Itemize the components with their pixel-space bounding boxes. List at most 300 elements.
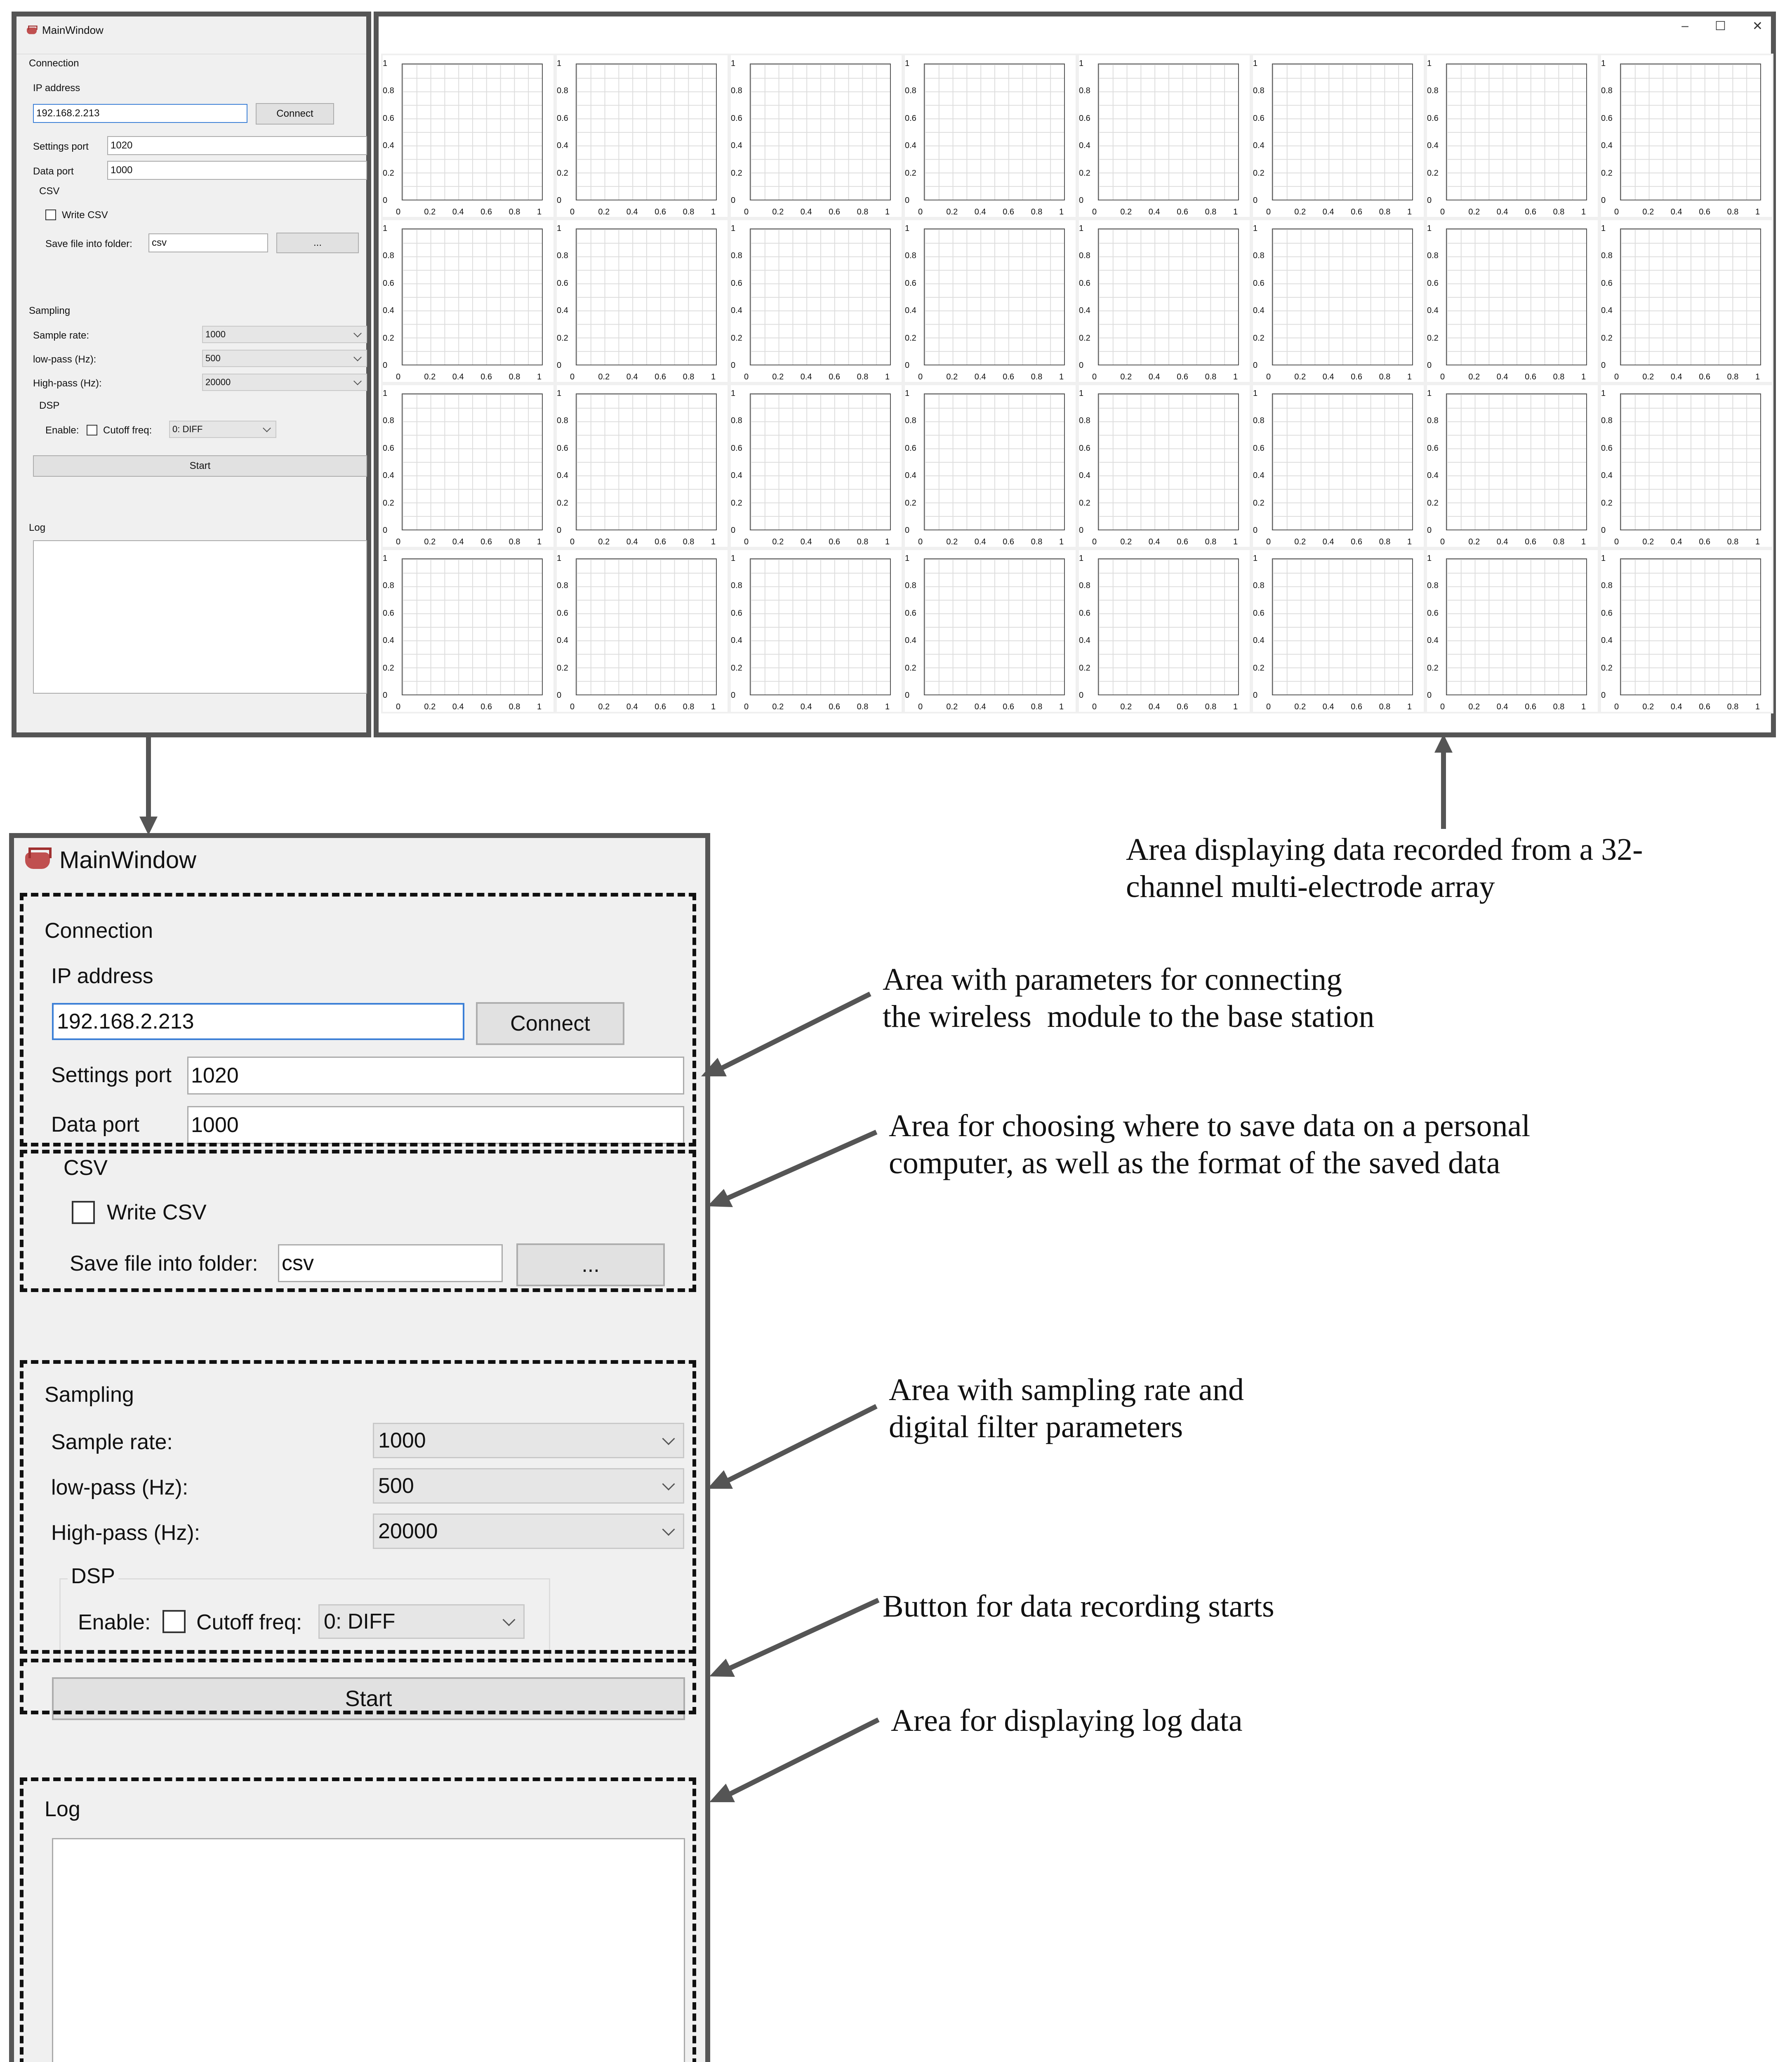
x-tick-label: 0.8 [857,537,869,546]
x-tick-label: 1 [537,537,542,546]
y-tick-label: 0 [1253,196,1258,205]
x-tick-label: 0.2 [598,372,610,381]
x-tick-label: 0.4 [1322,207,1334,217]
y-tick-label: 1 [905,389,910,398]
connection-title: Connection [45,919,153,943]
x-tick-label: 0.8 [683,372,695,381]
x-tick-label: 0 [1092,207,1097,217]
x-tick-label: 1 [1755,702,1760,711]
channel-plot [1079,55,1250,217]
x-tick-label: 0.4 [626,372,638,381]
x-tick-label: 0.6 [655,537,666,546]
small-data-port-label: Data port [33,166,74,177]
small-sample-rate-select[interactable] [202,326,367,343]
y-tick-label: 0.4 [1253,471,1265,480]
y-tick-label: 0.8 [383,86,394,96]
y-tick-label: 0 [905,361,910,370]
y-tick-label: 1 [1253,224,1258,233]
x-tick-label: 0 [1092,537,1097,546]
channel-plot [1601,385,1772,547]
x-tick-label: 0.4 [800,372,812,381]
y-tick-label: 0.4 [383,471,394,480]
y-tick-label: 0 [1079,526,1084,535]
x-tick-label: 1 [711,207,716,217]
channel-plot [1253,385,1424,547]
x-tick-label: 1 [537,207,542,217]
x-tick-label: 0.6 [1525,372,1536,381]
chevron-down-icon [263,424,271,432]
x-tick-label: 1 [1059,537,1064,546]
y-tick-label: 0.6 [1427,113,1439,123]
x-tick-label: 0.2 [946,537,958,546]
y-tick-label: 1 [731,224,736,233]
log-area-note: Area for displaying log data [891,1703,1243,1738]
y-tick-label: 0.4 [557,141,568,151]
plot-axes [924,558,1065,695]
y-tick-label: 1 [1079,224,1084,233]
small-cutoff-select[interactable] [169,421,276,438]
x-tick-label: 0.8 [1031,702,1043,711]
channel-plot [557,550,728,712]
x-tick-label: 0 [918,372,923,381]
y-tick-label: 0.6 [557,278,568,288]
plot-axes [576,558,717,695]
y-tick-label: 0.4 [1079,141,1090,151]
small-browse-button[interactable]: ... [276,233,359,253]
x-tick-label: 0.8 [509,702,520,711]
y-tick-label: 0 [383,526,388,535]
x-tick-label: 0 [1266,207,1271,217]
y-tick-label: 0 [731,196,736,205]
window-title-bar [31,845,722,874]
y-tick-label: 0.6 [731,443,742,453]
channel-plot [1079,550,1250,712]
y-tick-label: 0 [1601,526,1606,535]
plot-axes [576,64,717,200]
y-tick-label: 0.4 [905,306,916,315]
x-tick-label: 0 [396,372,401,381]
start-button-note: Button for data recording starts [883,1589,1274,1624]
x-tick-label: 0.8 [683,702,695,711]
x-tick-label: 1 [537,702,542,711]
x-tick-label: 0.2 [1468,372,1480,381]
x-tick-label: 0.8 [509,372,520,381]
cutoff-freq-value: 0: DIFF [324,1610,396,1634]
y-tick-label: 1 [1253,59,1258,68]
y-tick-label: 0.4 [1427,636,1439,645]
plot-axes [576,228,717,365]
x-tick-label: 0.6 [1177,372,1188,381]
channel-plot [905,220,1076,382]
channel-plot [1601,220,1772,382]
y-tick-label: 1 [383,59,388,68]
y-tick-label: 0.8 [731,581,742,591]
small-lowpass-select[interactable] [202,350,367,367]
x-tick-label: 0.4 [452,372,464,381]
y-tick-label: 0.6 [1079,278,1090,288]
x-tick-label: 1 [1581,372,1586,381]
browse-folder-button[interactable]: ... [516,1243,665,1286]
y-tick-label: 0.4 [905,141,916,151]
y-tick-label: 1 [1079,389,1084,398]
y-tick-label: 0.6 [1253,608,1265,618]
y-tick-label: 0.8 [1079,251,1090,261]
y-tick-label: 1 [1601,389,1606,398]
x-tick-label: 1 [1059,207,1064,217]
y-tick-label: 1 [1253,554,1258,563]
y-tick-label: 0.2 [1253,663,1265,673]
y-tick-label: 0.2 [1079,333,1090,343]
plot-axes [402,228,543,365]
x-tick-label: 0.8 [509,207,520,217]
x-tick-label: 0.8 [1727,372,1739,381]
y-tick-label: 0.2 [1079,168,1090,178]
y-tick-label: 0.6 [905,608,916,618]
y-tick-label: 0.6 [731,608,742,618]
y-tick-label: 0.2 [383,333,394,343]
small-enable-checkbox[interactable] [87,425,97,435]
small-log-textarea[interactable] [33,540,367,694]
y-tick-label: 0 [1253,691,1258,700]
csv-highlight [20,1150,696,1292]
x-tick-label: 0.6 [1351,702,1362,711]
y-tick-label: 0.2 [383,663,394,673]
x-tick-label: 1 [711,372,716,381]
x-tick-label: 1 [1407,702,1412,711]
x-tick-label: 0.4 [452,207,464,217]
settings-port-input[interactable]: 1020 [187,1057,684,1095]
y-tick-label: 0.8 [1601,86,1613,96]
y-tick-label: 1 [1601,554,1606,563]
x-tick-label: 1 [1755,537,1760,546]
data-port-label: Data port [51,1113,139,1137]
x-tick-label: 0.6 [1699,372,1710,381]
x-tick-label: 0.8 [1553,702,1565,711]
minimize-icon[interactable]: – [1681,19,1688,33]
channel-plot [383,55,553,217]
plot-axes [1620,558,1761,695]
x-tick-label: 0 [1092,372,1097,381]
x-tick-label: 1 [1581,537,1586,546]
x-tick-label: 0.8 [857,702,869,711]
x-tick-label: 0 [744,207,749,217]
y-tick-label: 0 [383,196,388,205]
x-tick-label: 0.6 [1003,537,1014,546]
x-tick-label: 0.6 [829,207,840,217]
y-tick-label: 0.4 [1079,471,1090,480]
y-tick-label: 1 [383,389,388,398]
x-tick-label: 0.6 [1003,702,1014,711]
y-tick-label: 1 [557,554,562,563]
x-tick-label: 0.8 [857,207,869,217]
x-tick-label: 0.8 [1205,207,1217,217]
y-tick-label: 0.6 [557,113,568,123]
x-tick-label: 0.8 [857,372,869,381]
x-tick-label: 0.8 [1553,372,1565,381]
plot-axes [1446,228,1587,365]
y-tick-label: 0.2 [557,663,568,673]
y-tick-label: 0.2 [731,498,742,508]
y-tick-label: 0 [905,526,910,535]
y-tick-label: 0 [1253,361,1258,370]
y-tick-label: 1 [1601,59,1606,68]
y-tick-label: 0 [557,526,562,535]
y-tick-label: 0.4 [1079,306,1090,315]
log-title: Log [45,1797,80,1821]
x-tick-label: 1 [1233,372,1238,381]
x-tick-label: 0.4 [1496,702,1508,711]
x-tick-label: 0.2 [772,207,784,217]
y-tick-label: 0.8 [383,416,394,426]
y-tick-label: 0 [1427,196,1432,205]
ip-address-input[interactable]: 192.168.2.213 [52,1003,464,1040]
csv-annotation-arrow [707,1128,881,1210]
y-tick-label: 0.2 [557,168,568,178]
y-tick-label: 0 [557,361,562,370]
sample-rate-label: Sample rate: [51,1430,173,1454]
write-csv-label: Write CSV [107,1200,207,1224]
y-tick-label: 1 [905,554,910,563]
y-tick-label: 0 [1079,196,1084,205]
x-tick-label: 0 [1440,702,1445,711]
x-tick-label: 1 [1581,702,1586,711]
x-tick-label: 0.4 [974,537,986,546]
y-tick-label: 0.6 [383,443,394,453]
y-tick-label: 0.2 [905,333,916,343]
y-tick-label: 0 [1601,196,1606,205]
plot-axes [924,64,1065,200]
y-tick-label: 0 [1427,526,1432,535]
y-tick-label: 0.8 [905,86,916,96]
x-tick-label: 0.8 [1727,207,1739,217]
x-tick-label: 0 [918,537,923,546]
small-folder-input[interactable]: csv [148,233,268,252]
x-tick-label: 0 [744,702,749,711]
y-tick-label: 1 [383,554,388,563]
y-tick-label: 0.4 [1253,141,1265,151]
y-tick-label: 0.8 [731,416,742,426]
plot-axes [1098,228,1239,365]
highpass-value: 20000 [378,1519,438,1543]
y-tick-label: 0.6 [1601,443,1613,453]
x-tick-label: 0 [396,537,401,546]
x-tick-label: 0 [570,702,575,711]
x-tick-label: 0.6 [480,537,492,546]
small-data-port-input[interactable]: 1000 [107,161,367,180]
plots-area-note: Area displaying data recorded from a 32- channel multi-electrode array [1126,832,1643,904]
x-tick-label: 0.2 [424,537,436,546]
x-tick-label: 0.6 [829,702,840,711]
channel-plot [1079,220,1250,382]
channel-plot [1427,220,1598,382]
x-tick-label: 0.8 [683,537,695,546]
start-button[interactable]: Start [52,1677,685,1720]
y-tick-label: 0.8 [731,251,742,261]
x-tick-label: 0.2 [772,702,784,711]
y-tick-label: 0.2 [383,168,394,178]
x-tick-label: 0.2 [1642,372,1654,381]
x-tick-label: 0.2 [1294,372,1306,381]
small-highpass-value: 20000 [205,377,231,387]
x-tick-label: 1 [1233,702,1238,711]
small-log-title: Log [29,522,46,533]
x-tick-label: 0.4 [452,537,464,546]
x-tick-label: 0.8 [1205,537,1217,546]
close-icon[interactable]: ✕ [1752,19,1763,33]
y-tick-label: 0.6 [1427,443,1439,453]
csv-area-note: Area for choosing where to save data on a personal computer, as well as the format of the saved data [889,1109,1531,1180]
x-tick-label: 0.4 [974,372,986,381]
y-tick-label: 0.4 [1253,306,1265,315]
chevron-down-icon [353,377,362,385]
y-tick-label: 0.6 [731,278,742,288]
plot-axes [924,228,1065,365]
small-write-csv-checkbox[interactable] [45,209,56,220]
x-tick-label: 0.2 [424,207,436,217]
y-tick-label: 0.2 [1427,168,1439,178]
y-tick-label: 0.4 [1601,141,1613,151]
y-tick-label: 0.2 [731,333,742,343]
y-tick-label: 0.8 [1079,86,1090,96]
x-tick-label: 1 [1407,372,1412,381]
x-tick-label: 0.2 [946,702,958,711]
plot-axes [1446,393,1587,530]
x-tick-label: 0.2 [598,207,610,217]
y-tick-label: 0.4 [1601,306,1613,315]
plot-axes [924,393,1065,530]
y-tick-label: 0.4 [557,471,568,480]
small-cutoff-label: Cutoff freq: [103,425,152,436]
x-tick-label: 0.4 [1496,372,1508,381]
small-connect-button[interactable]: Connect [256,103,334,125]
y-tick-label: 0.4 [905,636,916,645]
small-settings-port-input[interactable]: 1020 [107,136,367,155]
x-tick-label: 1 [1059,702,1064,711]
y-tick-label: 0.8 [1253,86,1265,96]
x-tick-label: 0.4 [974,207,986,217]
y-tick-label: 0.6 [731,113,742,123]
y-tick-label: 1 [1427,224,1432,233]
small-highpass-select[interactable] [202,374,367,391]
y-tick-label: 0.6 [1427,608,1439,618]
y-tick-label: 0.8 [557,416,568,426]
x-tick-label: 0 [396,702,401,711]
small-csv-title: CSV [39,186,60,197]
y-tick-label: 1 [1427,389,1432,398]
window-controls [1681,19,1763,33]
x-tick-label: 0.2 [598,537,610,546]
y-tick-label: 0.8 [1601,416,1613,426]
x-tick-label: 0.4 [1670,702,1682,711]
x-tick-label: 0.4 [1496,207,1508,217]
x-tick-label: 0.2 [1468,207,1480,217]
enable-label: Enable: [78,1610,151,1634]
x-tick-label: 0.2 [1120,207,1132,217]
start-highlight [20,1659,696,1714]
small-ip-input[interactable]: 192.168.2.213 [33,104,247,123]
y-tick-label: 0.4 [731,636,742,645]
y-tick-label: 0.8 [1253,416,1265,426]
x-tick-label: 0.2 [946,372,958,381]
y-tick-label: 0 [383,361,388,370]
x-tick-label: 0.8 [1031,537,1043,546]
x-tick-label: 0.4 [1322,372,1334,381]
x-tick-label: 0 [1614,372,1619,381]
x-tick-label: 0.6 [1699,207,1710,217]
channel-plot [1079,385,1250,547]
x-tick-label: 0.6 [1525,702,1536,711]
small-start-button[interactable]: Start [33,455,367,477]
x-tick-label: 0.2 [424,372,436,381]
y-tick-label: 0.6 [1253,278,1265,288]
y-tick-label: 0.2 [1427,498,1439,508]
small-cutoff-value: 0: DIFF [172,424,203,434]
y-tick-label: 1 [1253,389,1258,398]
y-tick-label: 0.2 [1253,498,1265,508]
y-tick-label: 0.4 [383,141,394,151]
save-folder-input[interactable]: csv [278,1244,503,1282]
y-tick-label: 0.8 [1079,416,1090,426]
x-tick-label: 0.8 [1379,537,1391,546]
x-tick-label: 0.4 [626,702,638,711]
y-tick-label: 0.4 [1427,306,1439,315]
y-tick-label: 1 [1601,224,1606,233]
small-highpass-label: High-pass (Hz): [33,378,102,389]
y-tick-label: 0.8 [905,581,916,591]
y-tick-label: 1 [1079,554,1084,563]
sampling-title: Sampling [45,1383,134,1407]
y-tick-label: 0.2 [731,663,742,673]
y-tick-label: 0.6 [905,443,916,453]
y-tick-label: 0.6 [1601,113,1613,123]
x-tick-label: 0 [570,537,575,546]
plots-annotation-arrow [1431,734,1456,829]
x-tick-label: 0.8 [509,537,520,546]
channel-plot [731,550,902,712]
x-tick-label: 0.2 [1642,702,1654,711]
x-tick-label: 0.2 [1294,702,1306,711]
connection-highlight [20,893,696,1146]
y-tick-label: 0.6 [557,443,568,453]
y-tick-label: 0 [1427,361,1432,370]
channel-plot [731,220,902,382]
channel-plot [905,385,1076,547]
log-annotation-arrow [709,1716,883,1806]
plot-axes [1446,558,1587,695]
connect-button[interactable]: Connect [476,1002,624,1045]
data-port-input[interactable]: 1000 [187,1106,684,1144]
y-tick-label: 0.6 [905,278,916,288]
channel-plot [1253,55,1424,217]
small-lowpass-label: low-pass (Hz): [33,354,97,365]
app-icon [26,26,37,35]
sampling-area-note: Area with sampling rate and digital filter parameters [889,1372,1244,1444]
window-title: MainWindow [59,846,196,873]
small-lowpass-value: 500 [205,353,221,363]
y-tick-label: 1 [1427,59,1432,68]
y-tick-label: 0.8 [557,251,568,261]
y-tick-label: 0.6 [905,113,916,123]
sampling-highlight [20,1360,696,1654]
x-tick-label: 0.4 [1322,537,1334,546]
x-tick-label: 0 [918,702,923,711]
x-tick-label: 1 [1233,207,1238,217]
y-tick-label: 0.8 [731,86,742,96]
x-tick-label: 0.6 [1525,537,1536,546]
y-tick-label: 0.8 [905,251,916,261]
x-tick-label: 0 [744,537,749,546]
maximize-icon[interactable]: ☐ [1714,19,1726,33]
